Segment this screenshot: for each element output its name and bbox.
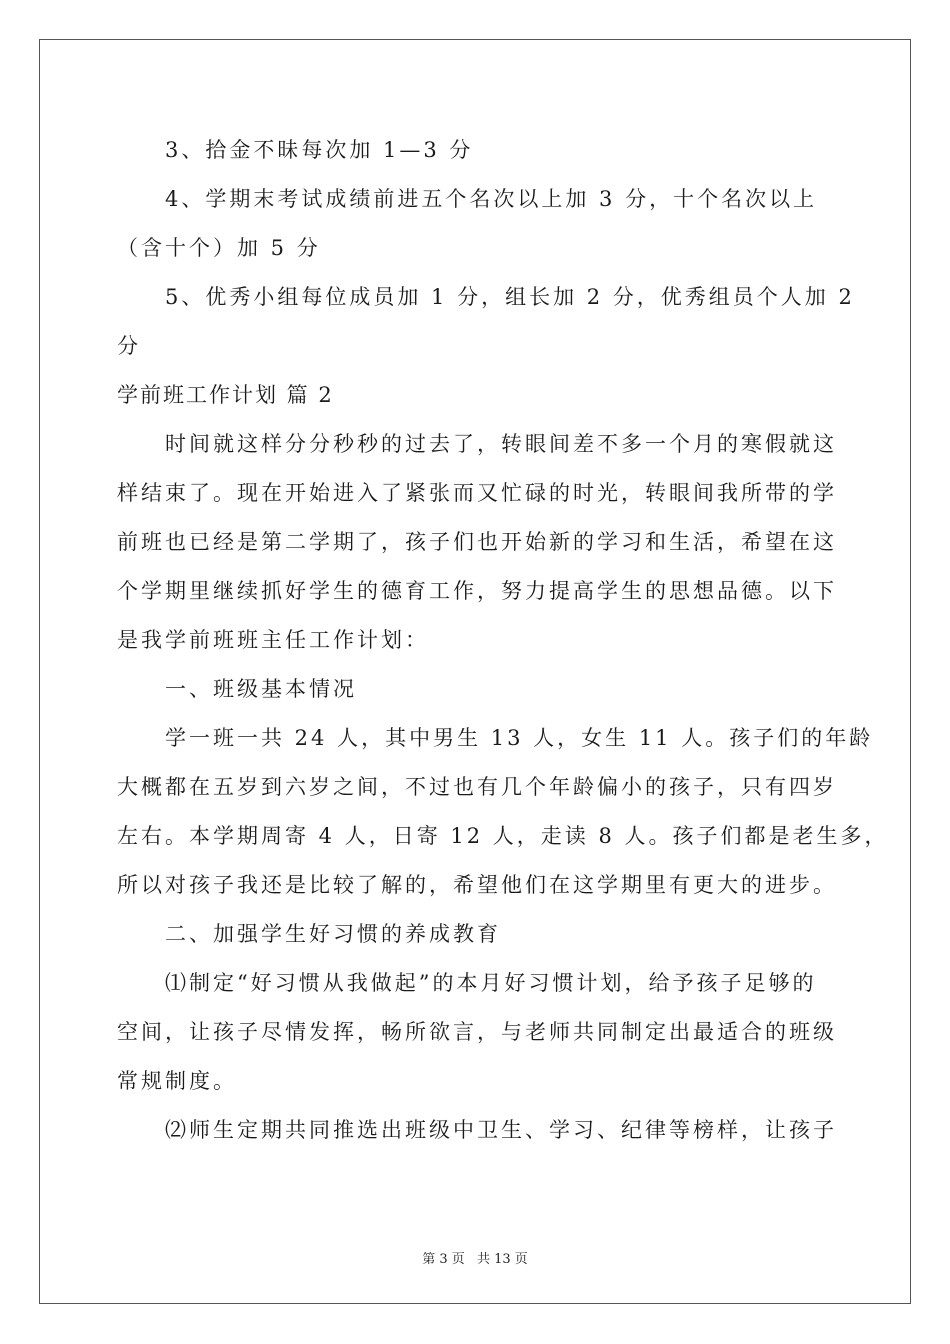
page-total: 共 13 页 (476, 1252, 528, 1267)
text-line: 4、学期末考试成绩前进五个名次以上加 3 分，十个名次以上 (165, 187, 818, 211)
text-line: 样结束了。现在开始进入了紧张而又忙碌的时光，转眼间我所带的学 (117, 481, 837, 505)
text-line: 大概都在五岁到六岁之间，不过也有几个年龄偏小的孩子，只有四岁 (117, 775, 837, 799)
text-line: 常规制度。 (117, 1069, 237, 1093)
text-line: 5、优秀小组每位成员加 1 分，组长加 2 分，优秀组员个人加 2 (165, 285, 855, 309)
section-heading: 一、班级基本情况 (165, 677, 357, 701)
text-line: 空间，让孩子尽情发挥，畅所欲言，与老师共同制定出最适合的班级 (117, 1020, 837, 1044)
text-line: 个学期里继续抓好学生的德育工作，努力提高学生的思想品德。以下 (117, 579, 837, 603)
text-line: 左右。本学期周寄 4 人，日寄 12 人，走读 8 人。孩子们都是老生多， (117, 824, 889, 848)
text-line: 所以对孩子我还是比较了解的，希望他们在这学期里有更大的进步。 (117, 873, 837, 897)
section-title: 学前班工作计划 篇 2 (117, 383, 334, 407)
text-line: ⑵师生定期共同推选出班级中卫生、学习、纪律等榜样，让孩子 (165, 1118, 837, 1142)
text-line: 分 (117, 334, 141, 358)
text-line: 是我学前班班主任工作计划： (117, 628, 429, 652)
text-line: 学一班一共 24 人，其中男生 13 人，女生 11 人。孩子们的年龄 (165, 726, 874, 750)
text-line: 前班也已经是第二学期了，孩子们也开始新的学习和生活，希望在这 (117, 530, 837, 554)
text-line: （含十个）加 5 分 (117, 236, 321, 260)
page-number: 第 3 页 (422, 1252, 465, 1267)
section-heading: 二、加强学生好习惯的养成教育 (165, 922, 501, 946)
text-line: ⑴制定“好习惯从我做起”的本月好习惯计划，给予孩子足够的 (165, 971, 817, 995)
text-line: 3、拾金不昧每次加 1—3 分 (165, 138, 474, 162)
text-line: 时间就这样分分秒秒的过去了，转眼间差不多一个月的寒假就这 (165, 432, 837, 456)
page-footer (0, 1248, 950, 1267)
